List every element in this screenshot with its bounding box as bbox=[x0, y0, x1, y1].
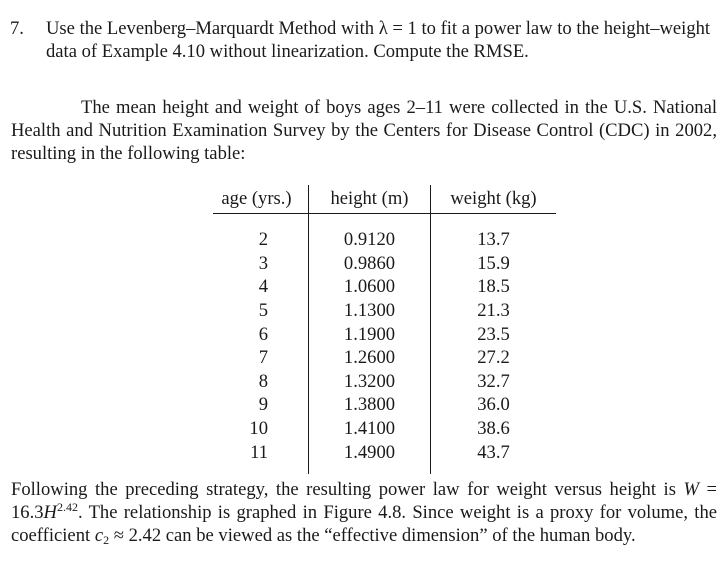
table-row bbox=[213, 346, 556, 370]
coefficient-var: c bbox=[94, 525, 104, 546]
cell-age: 6 bbox=[213, 322, 309, 346]
data-table-container bbox=[213, 185, 556, 474]
cell-height: 1.1900 bbox=[309, 322, 431, 346]
cell-weight: 38.6 bbox=[477, 418, 510, 440]
cell-age: 10 bbox=[213, 417, 309, 441]
result-text-1: Following the preceding strategy, the resulting power law for weight versus height is bbox=[11, 479, 684, 500]
table-body bbox=[213, 214, 556, 474]
header-weight: weight (kg) bbox=[450, 188, 537, 209]
cell-height: 1.4100 bbox=[309, 417, 431, 441]
intro-paragraph-text: The mean height and weight of boys ages 2–11 were collected in the U.S. National Health and Nutrition Examination Survey by the Centers for Disease Control (CDC) in 2002, resulting in the following table: bbox=[11, 97, 717, 164]
cell-age: 11 bbox=[213, 440, 309, 474]
cell-weight: 27.2 bbox=[477, 347, 510, 369]
cell-weight: 13.7 bbox=[477, 229, 510, 251]
cell-age: 3 bbox=[213, 252, 309, 276]
cell-height: 1.3200 bbox=[309, 370, 431, 394]
table-row bbox=[213, 393, 556, 417]
coefficient-subscript: 2 bbox=[103, 533, 110, 547]
coefficient-value: ≈ 2.42 bbox=[109, 525, 162, 546]
table-row bbox=[213, 214, 556, 252]
table-row bbox=[213, 440, 556, 474]
cell-weight: 15.9 bbox=[477, 252, 510, 274]
table-header-row bbox=[213, 185, 556, 214]
height-weight-table bbox=[213, 185, 556, 474]
cell-height: 0.9120 bbox=[309, 214, 431, 252]
cell-weight: 36.0 bbox=[477, 394, 510, 416]
table-row bbox=[213, 252, 556, 276]
result-text-2: . The relationship is graphed in Figure 4.8. Since weight is a proxy for volume, the coefficient bbox=[11, 502, 717, 546]
table-row bbox=[213, 370, 556, 394]
cell-age: 9 bbox=[213, 393, 309, 417]
table-row bbox=[213, 322, 556, 346]
table-row bbox=[213, 299, 556, 323]
intro-paragraph bbox=[11, 96, 717, 165]
cell-age: 8 bbox=[213, 370, 309, 394]
exercise-number: 7. bbox=[10, 18, 24, 39]
cell-weight: 23.5 bbox=[477, 323, 510, 345]
cell-age: 2 bbox=[213, 214, 309, 252]
header-age: age (yrs.) bbox=[213, 185, 309, 214]
cell-height: 1.2600 bbox=[309, 346, 431, 370]
formula-height-var: H bbox=[43, 502, 57, 523]
cell-age: 4 bbox=[213, 275, 309, 299]
result-paragraph bbox=[11, 478, 717, 547]
cell-weight: 21.3 bbox=[477, 300, 510, 322]
cell-age: 7 bbox=[213, 346, 309, 370]
cell-weight: 43.7 bbox=[477, 441, 510, 463]
cell-age: 5 bbox=[213, 299, 309, 323]
cell-height: 1.1300 bbox=[309, 299, 431, 323]
formula-weight-var: W bbox=[683, 479, 699, 500]
cell-height: 1.3800 bbox=[309, 393, 431, 417]
header-height: height (m) bbox=[309, 185, 431, 214]
cell-weight: 18.5 bbox=[477, 276, 510, 298]
cell-height: 0.9860 bbox=[309, 252, 431, 276]
cell-height: 1.4900 bbox=[309, 440, 431, 474]
table-row bbox=[213, 275, 556, 299]
result-text-3: can be viewed as the “effective dimension” of the human body. bbox=[161, 525, 636, 546]
cell-weight: 32.7 bbox=[477, 370, 510, 392]
cell-height: 1.0600 bbox=[309, 275, 431, 299]
formula-equals: = 16.3 bbox=[11, 479, 717, 523]
exercise-text: Use the Levenberg–Marquardt Method with λ = 1 to fit a power law to the height–weight data of Example 4.10 without linearization. Compute the RMSE. bbox=[46, 18, 711, 62]
formula-exponent: 2.42 bbox=[56, 500, 78, 514]
table-row bbox=[213, 417, 556, 441]
